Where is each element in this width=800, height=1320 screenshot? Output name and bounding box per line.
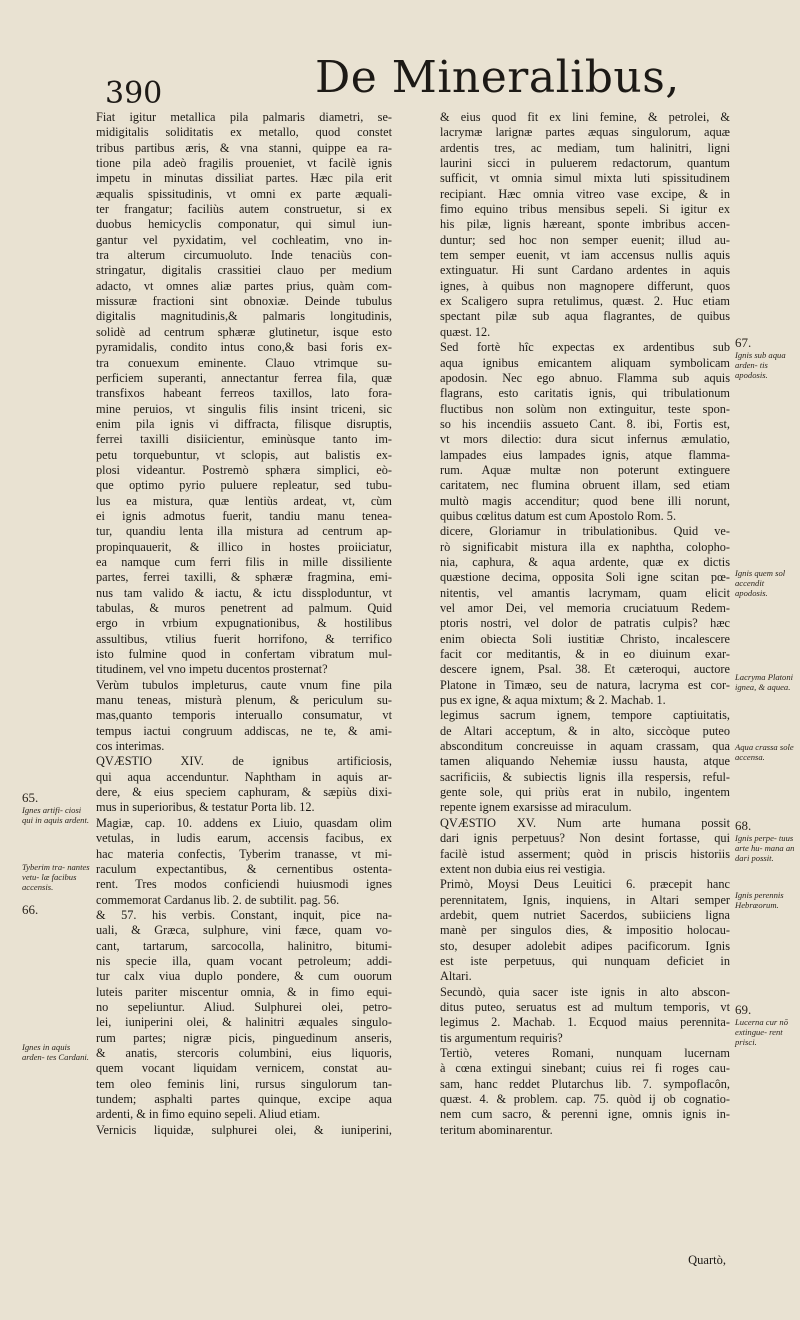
text-line: legimus 2. Machab. 1. Ecquod maius perennita- <box>440 1015 730 1030</box>
text-line: Fiat igitur metallica pila palmaris diametri, se- <box>96 110 392 124</box>
text-line: gantur vel pyxidatim, vel cochleatim, vno in- <box>96 232 392 247</box>
text-line: sto, desuper adolebit adipes pacificorum. Ignis <box>440 938 730 953</box>
text-line: tur, quandiu lenta illa mistura ad centrum ap- <box>96 524 392 539</box>
text-line: enim obiecta Soli iustitiæ Christo, incalescere <box>440 631 730 646</box>
text-line: multò magis accenditur; quod bene illi norunt, <box>440 493 730 508</box>
text-line: rum partes; nigræ picis, pinguedinum anseris, <box>96 1030 392 1045</box>
text-line: de Altari acceptum, & in alto, siccòque puteo <box>440 723 730 738</box>
text-line: uali, & Græca, sulphure, vini fæce, quam vo- <box>96 923 392 938</box>
text-line: ergo in vrbium expugnationibus, & hostilibus <box>96 616 392 631</box>
text-line: quem vocant liquidam vernicem, constat au- <box>96 1061 392 1076</box>
text-line: tra conuexum eminente. Clauo vtrimque su- <box>96 355 392 370</box>
text-line: sacrificiis, & subiectis lignis illa respersis, reful- <box>440 769 730 784</box>
text-line: nem cum sacro, & perenni igne, omnis ignis in- <box>440 1107 730 1122</box>
text-line: tra alterum circumuoluto. Inde tenaciùs con- <box>96 248 392 263</box>
right-text-column <box>440 110 730 1138</box>
text-line: ter frangatur; faciliùs autem construetur, si ex <box>96 202 392 217</box>
text-line: apodosin. Nec ego abnuo. Flamma sub aquis <box>440 370 730 385</box>
text-line: ex Scaligero supra retulimus, quæst. 2. Huc etiam <box>440 294 730 309</box>
margin-note-hebraeorum: Ignis perennis Hebræorum. <box>735 890 784 911</box>
text-line: cos interimas. <box>96 739 165 754</box>
text-line: midigitalis soliditatis ex metallo, quod constet <box>96 125 392 140</box>
text-line: ardebit, quem nutriet Sacerdos, subiiciens ligna <box>440 907 730 922</box>
text-line: duobus hemicyclis componatur, qui simul iun- <box>96 217 392 232</box>
text-line: adacto, vt omnes aliæ partes prius, quàm com- <box>96 278 392 293</box>
text-line: ptoris nostri, vel dolor de patratis culpis? hæc <box>440 616 730 631</box>
text-line: fimo equino tribus mensibus sepeli. Si igitur ex <box>440 202 730 217</box>
text-line: solidè ad centrum sphæræ glutinetur, isque esto <box>96 324 392 339</box>
text-line: ardenti, & in fimo equino sepeli. Aliud etiam. <box>96 1107 321 1122</box>
text-line: plosi videantur. Postremò sphæra simplici, eò- <box>96 462 392 477</box>
text-line: vel amor Dei, vel memoria cruciatuum Redem- <box>440 601 730 615</box>
text-line: ea namque cum ferri filis in mille dissiliente <box>96 554 392 569</box>
text-line: partes, ferrei taxilli, & sphæræ fragmina, emi- <box>96 570 392 585</box>
text-line: fluctibus non solùm non extinguitur, teste spon- <box>440 401 730 416</box>
text-line: isto fulmine quod in confertam vibratum mul- <box>96 647 392 662</box>
text-line: tamen aliquando Nehemiæ iussu hausta, atque <box>440 754 730 769</box>
text-line: vetulas, in ludis earum, accensis facibus, ex <box>96 831 392 846</box>
text-line: his pilæ, lignis hæreant, sponte imbribus accen- <box>440 217 730 232</box>
text-line: commemorat Cardanus lib. 2. de subtilit. pag. 56. <box>96 892 340 907</box>
text-line: & eius quod fit ex lini femine, & petrolei, & <box>440 110 730 124</box>
text-line: transfixos habeant ferreos taxillos, lato fora- <box>96 386 392 401</box>
text-line: Primò, Moysi Deus Leuitici 6. præcepit hanc <box>440 877 730 892</box>
text-line: ignes, à quibus non magnopere differunt, quos <box>440 278 730 293</box>
text-line: extinguatur. Hi sunt Cardano ardentes in aquis <box>440 263 730 278</box>
text-line: duntur; sed hoc non semper euenit; illud au- <box>440 232 730 247</box>
text-line: no sepeliuntur. Aliud. Sulphurei olei, petro- <box>96 999 392 1014</box>
text-line: nis specie illa, quam vocant petroleum; addi- <box>96 953 392 968</box>
text-line: hac materia confectis, Tyberim tranasse, vt mi- <box>96 846 392 861</box>
text-line: Altari. <box>440 969 472 984</box>
margin-note-lacryma: Lacryma Platoni ignea, & aquea. <box>735 672 794 693</box>
text-line: digitalis magnitudinis,& palmaris longitudinis, <box>96 309 392 324</box>
text-line: tribus partibus æris, & vna stanni, quippe ea ra- <box>96 140 392 155</box>
text-line: rum. Aquæ multæ non poterunt extinguere <box>440 462 730 477</box>
text-line: tione pila adeò fragilis proueniet, vt facilè ignis <box>96 156 392 171</box>
text-line: caritatem, nec flumina obruent illam, sed etiam <box>440 478 730 493</box>
text-line: nia, caphura, & aqua ardente, quæ ex dictis <box>440 554 730 569</box>
catchword: Quartò, <box>688 1253 726 1267</box>
text-line: perficiem superanti, annectantur ferrea fila, quæ <box>96 370 392 385</box>
margin-note-69: 69. Lucerna cur nō extingue- rent prisci. <box>735 1002 788 1048</box>
text-line: tundem; asphalti partes quinque, excipe aqua <box>96 1092 392 1106</box>
text-line: qui aqua accenduntur. Naphtham in aquis ar- <box>96 769 392 784</box>
text-line: facit cor meditantis, & in eo diuinum exar- <box>440 647 730 662</box>
text-line: perennitatem, Ignis, inquiens, in Altari semper <box>440 892 730 907</box>
text-line: est iste perpetuus, qui nunquam deficiet in <box>440 953 730 968</box>
text-line: que optimo pyrio puluere repleatur, sed tubu- <box>96 478 392 493</box>
text-line: sam, hanc reddet Plutarchus lib. 7. sympoflacôn, <box>440 1076 730 1091</box>
text-line: enim pila ignis vi diffracta, filisque disruptis, <box>96 416 392 431</box>
text-line: manu teneas, misturà plenum, & periculum su- <box>96 693 392 708</box>
text-line: quibus cœlitus datum est cum Apostolo Rom. 5. <box>440 508 677 523</box>
text-line: dicere, Gloriamur in tribulationibus. Quid ve- <box>440 524 730 539</box>
text-line: pyramidalis, condito intus cono,& basi foris ex- <box>96 340 392 355</box>
text-line: stringatur, digitalis crassitiei clauo per medium <box>96 263 392 278</box>
text-line: æqualis spissitudinis, vt omni ex parte æquali- <box>96 186 392 201</box>
text-line: teritum abominarentur. <box>440 1122 553 1137</box>
text-line: Magiæ, cap. 10. addens ex Liuio, quasdam olim <box>96 815 392 830</box>
text-line: legimus sacrum ignem, tempore captiuitatis, <box>440 708 730 723</box>
margin-note-67: 67. Ignis sub aqua arden- tis apodosis. <box>735 335 786 381</box>
margin-note-66: 66. <box>22 902 39 917</box>
text-line: flagrans, esto caritatis ignis, qui tribulationum <box>440 386 730 401</box>
text-line: ferrei taxilli disiicientur, eminùsque tanto im- <box>96 432 392 447</box>
margin-note-68: 68. Ignis perpe- tuus arte hu- mana an dari possit. <box>735 818 795 864</box>
text-line: tabulas, & muros penetrent ad palmum. Quid <box>96 601 392 615</box>
text-line: luteis pariter miscentur omnia, & in fimo equi- <box>96 984 392 999</box>
text-line: absconditum concreuisse in aquam crassam, qua <box>440 739 730 754</box>
text-line: mine peruios, vt singulis filis insint triceni, sic <box>96 401 392 416</box>
text-line: tur calx viua duplo pondere, & cum ouorum <box>96 969 392 984</box>
text-line: spectant pilæ sub aqua flagrantes, de quibus <box>440 309 730 324</box>
text-line: tempus iactui congruum addiscas, ne te, & ami- <box>96 723 392 738</box>
text-line: tem oleo feminis lini, rursus singulorum tan- <box>96 1076 392 1091</box>
text-line: propinquauerit, & illico in hostes proiiciatur, <box>96 539 392 554</box>
text-line: & anatis, stercoris columbini, eius liquoris, <box>96 1045 392 1060</box>
text-line: assultibus, vtilius fuerit horrifono, & terrifico <box>96 631 392 646</box>
text-line: laurini sicci in puluerem redactorum, quantum <box>440 156 730 171</box>
text-line: tem semper euenit, vt iam accensus nullis aquis <box>440 248 730 263</box>
text-line: ardentis tres, ac mediam, tum halinitri, ligni <box>440 140 730 155</box>
text-line: petu torquebuntur, vt sclopis, aut balistis ex- <box>96 447 392 462</box>
text-line: rò significabit mistura illa ex naphtha, colopho- <box>440 539 730 554</box>
text-line: nus tam valido & iactu, & ictu dissploduntur, vt <box>96 585 392 600</box>
text-line: lacrymæ larignæ partes æquas singulorum, aquæ <box>440 125 730 140</box>
text-line: Sed fortè hîc expectas ex ardentibus sub <box>440 340 730 355</box>
text-line: pus ex igne, & aqua mixtum; & 2. Machab. 1. <box>440 693 666 708</box>
text-line: rent. Tres modos conficiendi huiusmodi ignes <box>96 877 392 892</box>
text-line: lei, iuniperini olei, & halinitri æquales singulo- <box>96 1015 392 1030</box>
text-line: cant, tartarum, sarcocolla, halinitro, bitumi- <box>96 938 392 953</box>
text-line: lus ea mistura, quæ lentiùs ardeat, vt, cùm <box>96 493 392 508</box>
text-line: quæst. 12. <box>440 324 491 339</box>
text-line: ei ignis admotus fuerit, tandiu manu tenea- <box>96 508 392 523</box>
text-line: facilè istud asserment; quòd in priscis historiis <box>440 846 730 861</box>
text-line: ditus puteo, seruatus est ad multum temporis, vt <box>440 999 730 1014</box>
text-line: QVÆSTIO XV. Num arte humana possit <box>440 815 730 830</box>
text-line: gente sole, qui priùs erat in nubilo, ingentem <box>440 785 730 800</box>
margin-note-cardani: Ignes in aquis arden- tes Cardani. <box>22 1042 89 1063</box>
text-line: Tertiò, veteres Romani, nunquam lucernam <box>440 1045 730 1060</box>
text-line: recipiant. Hæc omnia vitreo vase excipe, & in <box>440 186 730 201</box>
text-line: missuræ fractioni sint obnoxiæ. Deinde tubulus <box>96 294 392 309</box>
text-line: Platone in Timæo, seu de natura, lacryma est cor- <box>440 677 730 692</box>
text-line: tis argumentum requiris? <box>440 1030 563 1045</box>
text-line: & 57. his verbis. Constant, inquit, pice na- <box>96 907 392 922</box>
text-line: quæst. 4. & problem. cap. 75. quòd ij ob cognatio- <box>440 1092 730 1106</box>
left-text-column <box>96 110 392 1138</box>
text-line: descere ignem, Psal. 38. Et cæteroqui, auctore <box>440 662 730 677</box>
text-line: aqua ignibus emicantem aliquam symbolicam <box>440 355 730 370</box>
text-line: manè per singulos dies, & impositio holocau- <box>440 923 730 938</box>
text-line: sufficit, vt omnia simul mixta luti spissitudinem <box>440 171 730 186</box>
running-head: De Mineralibus, <box>315 52 680 103</box>
text-line: mus in superioribus, & testatur Porta lib. 12. <box>96 800 315 815</box>
text-line: so his incendiis assueto Cant. 8. ibi, Fortis est, <box>440 416 730 431</box>
text-line: titudinem, vel vno impetu ducentos prosternat? <box>96 662 328 677</box>
text-line: Verùm tubulos impleturus, caute vnum fine pila <box>96 677 392 692</box>
text-line: vt mors dilectio: dura sicut infernus æmulatio, <box>440 432 730 447</box>
text-line: repente ignem exarsisse ad miraculum. <box>440 800 632 815</box>
text-line: Secundò, quia sacer iste ignis in alto abscon- <box>440 984 730 999</box>
margin-note-aqua: Aqua crassa sole accensa. <box>735 742 794 763</box>
text-line: à cœna extingui sinebant; cuius rei fi roges cau- <box>440 1061 730 1076</box>
text-line: raculum expectantibus, & cernentibus ostenta- <box>96 861 392 876</box>
text-line: QVÆSTIO XIV. de ignibus artificiosis, <box>96 754 392 769</box>
text-line: nitentis, vel amantis lacrymam, quam elicit <box>440 585 730 600</box>
text-line: extent non dubia eius rei vestigia. <box>440 861 606 876</box>
margin-note-65: 65. Ignes artifi- ciosi qui in aquis ardent. <box>22 790 89 826</box>
text-line: lampades eius lampades ignis, atque flamma- <box>440 447 730 462</box>
text-line: dari ignis perpetuus? Non desint fortasse, qui <box>440 831 730 846</box>
page-header <box>100 50 780 110</box>
text-line: mas,quanto temporis interuallo consumatur, vt <box>96 708 392 723</box>
text-line: quæstione decima, opposita Soli igne scitan pœ- <box>440 570 730 585</box>
text-line: impetu in minutas dissiliat partes. Hæc pila erit <box>96 171 392 186</box>
text-line: Vernicis liquidæ, sulphurei olei, & iuniperini, <box>96 1122 392 1137</box>
margin-note-tyberim: Tyberim tra- nantes vetu- læ facibus accensis. <box>22 862 90 893</box>
text-line: dere, & eius speciem caphuram, & sæpiùs dixi- <box>96 785 392 800</box>
margin-note-sol: Ignis quem sol accendit apodosis. <box>735 568 786 599</box>
page-number: 390 <box>105 76 163 111</box>
